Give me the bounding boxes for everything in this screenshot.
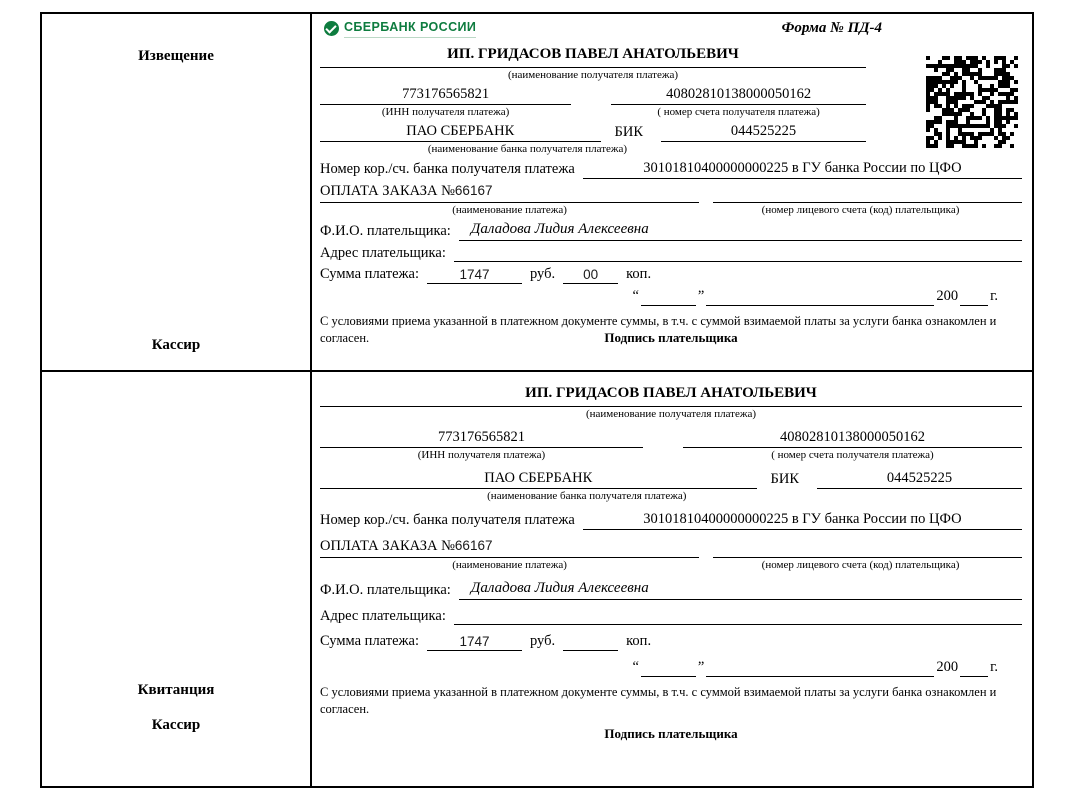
payer-address-row bbox=[320, 244, 1022, 263]
bank-name-2: ПАО СБЕРБАНК bbox=[320, 469, 757, 489]
payer-name-label: Ф.И.О. плательщика: bbox=[320, 222, 451, 239]
year-prefix: 200 bbox=[936, 288, 959, 305]
payer-name-value-2: Даладова Лидия Алексеевна bbox=[459, 579, 1022, 600]
payer-address-line bbox=[454, 261, 1022, 262]
purpose-label: ОПЛАТА ЗАКАЗА № bbox=[320, 182, 455, 199]
corr-row bbox=[320, 159, 1022, 179]
date-year-line bbox=[960, 305, 988, 306]
form-number-label: Форма № ПД-4 bbox=[781, 20, 882, 36]
personal-account-caption-2: (номер лицевого счета (код) плательщика) bbox=[761, 558, 960, 571]
receipt-stub bbox=[42, 372, 312, 786]
payment-purpose bbox=[320, 182, 699, 203]
quote-open: “ bbox=[632, 288, 639, 305]
date-row bbox=[320, 287, 1022, 306]
payer-address-label: Адрес плательщика: bbox=[320, 244, 446, 261]
terms-text-2: С условиями приема указанной в платежном документе суммы, в т.ч. с суммой взимаемой платы за услуги банка ознакомлен и согласен. bbox=[320, 685, 997, 716]
quote-close: ” bbox=[697, 288, 705, 305]
inn-account-captions-2 bbox=[320, 448, 1022, 462]
inn-caption: (ИНН получателя платежа) bbox=[381, 105, 510, 118]
sum-kop-value-2 bbox=[563, 650, 618, 651]
account-caption-2: ( номер счета получателя платежа) bbox=[771, 448, 934, 461]
inn-account-captions bbox=[320, 105, 866, 119]
year-prefix-2: 200 bbox=[936, 659, 959, 676]
date-row-2 bbox=[320, 658, 1022, 677]
corr-label-2: Номер кор./сч. банка получателя платежа bbox=[320, 512, 575, 529]
payee-name-2: ИП. ГРИДАСОВ ПАВЕЛ АНАТОЛЬЕВИЧ bbox=[320, 384, 1022, 407]
bank-name: ПАО СБЕРБАНК bbox=[320, 122, 601, 142]
payee-name: ИП. ГРИДАСОВ ПАВЕЛ АНАТОЛЬЕВИЧ bbox=[320, 45, 866, 68]
date-year-line-2 bbox=[960, 676, 988, 677]
notice-section bbox=[312, 14, 1032, 372]
payer-address-label-2: Адрес плательщика: bbox=[320, 607, 446, 624]
inn-account-row bbox=[320, 85, 866, 105]
inn-value-2: 773176565821 bbox=[320, 428, 643, 448]
purpose-row-2 bbox=[320, 537, 1022, 558]
cashier-label-bottom: Кассир bbox=[151, 717, 201, 733]
account-value: 40802810138000050162 bbox=[611, 85, 866, 105]
sberbank-logo bbox=[324, 19, 476, 38]
bik-label-2: БИК bbox=[770, 470, 799, 487]
payment-purpose-2 bbox=[320, 537, 699, 558]
payer-name-row-2 bbox=[320, 579, 1022, 600]
corr-label: Номер кор./сч. банка получателя платежа bbox=[320, 161, 575, 178]
sberbank-emblem-icon bbox=[324, 21, 339, 36]
purpose-value: 66167 bbox=[454, 182, 493, 198]
corr-row-2 bbox=[320, 510, 1022, 530]
payer-address-line-2 bbox=[454, 624, 1022, 625]
bik-value: 044525225 bbox=[661, 122, 866, 142]
receipt-section bbox=[312, 372, 1032, 786]
payee-caption-2: (наименование получателя платежа) bbox=[585, 407, 757, 420]
bank-caption-2: (наименование банка получателя платежа) bbox=[487, 489, 687, 502]
kop-label: коп. bbox=[626, 266, 652, 283]
receipt-label: Квитанция bbox=[137, 682, 215, 698]
bik-value-2: 044525225 bbox=[817, 469, 1022, 489]
payee-block-2 bbox=[320, 384, 1022, 503]
payee-caption: (наименование получателя платежа) bbox=[507, 68, 679, 81]
date-day-line bbox=[641, 305, 696, 306]
corr-value: 30101810400000000225 в ГУ банка России по ЦФО bbox=[583, 159, 1022, 179]
terms-text: С условиями приема указанной в платежном документе суммы, в т.ч. с суммой взимаемой платы за услуги банка ознакомлен и согласен. bbox=[320, 314, 997, 345]
payer-name-row bbox=[320, 220, 1022, 241]
bank-row-2 bbox=[320, 469, 1022, 489]
cashier-label-top: Кассир bbox=[151, 337, 201, 353]
purpose-caption: (наименование платежа) bbox=[452, 203, 567, 216]
sum-row-2 bbox=[320, 632, 1022, 651]
date-month-line bbox=[706, 305, 934, 306]
kop-label-2: коп. bbox=[626, 633, 652, 650]
bik-label: БИК bbox=[614, 123, 643, 140]
purpose-caption-2: (наименование платежа) bbox=[452, 558, 567, 571]
payer-name-value: Даладова Лидия Алексеевна bbox=[459, 220, 1022, 241]
purpose-row bbox=[320, 182, 1022, 203]
purpose-captions bbox=[320, 203, 1022, 217]
sum-rub-value: 1747 bbox=[427, 266, 522, 285]
sum-rub-value-2: 1747 bbox=[427, 633, 522, 652]
account-caption: ( номер счета получателя платежа) bbox=[657, 105, 820, 118]
quote-open-2: “ bbox=[632, 659, 639, 676]
pd4-document bbox=[40, 12, 1034, 788]
bank-caption: (наименование банка получателя платежа) bbox=[427, 142, 628, 155]
date-month-line-2 bbox=[706, 676, 934, 677]
sum-label: Сумма платежа: bbox=[320, 266, 419, 283]
year-suffix-2: г. bbox=[990, 659, 998, 676]
sberbank-logo-text: СБЕРБАНК РОССИИ bbox=[344, 19, 476, 38]
year-suffix: г. bbox=[990, 288, 998, 305]
form-header bbox=[320, 19, 1022, 45]
purpose-captions-2 bbox=[320, 558, 1022, 572]
payer-name-label-2: Ф.И.О. плательщика: bbox=[320, 581, 451, 598]
inn-caption-2: (ИНН получателя платежа) bbox=[417, 448, 546, 461]
notice-label: Извещение bbox=[138, 48, 214, 64]
bank-row bbox=[320, 122, 866, 142]
sum-kop-value: 00 bbox=[563, 266, 618, 285]
sum-row bbox=[320, 265, 1022, 284]
corr-value-2: 30101810400000000225 в ГУ банка России по ЦФО bbox=[583, 510, 1022, 530]
rub-label: руб. bbox=[530, 266, 556, 283]
inn-account-row-2 bbox=[320, 428, 1022, 448]
notice-stub bbox=[42, 14, 312, 372]
purpose-value-2: 66167 bbox=[454, 537, 493, 553]
inn-value: 773176565821 bbox=[320, 85, 571, 105]
purpose-label-2: ОПЛАТА ЗАКАЗА № bbox=[320, 537, 455, 554]
rub-label-2: руб. bbox=[530, 633, 556, 650]
personal-account-caption: (номер лицевого счета (код) плательщика) bbox=[761, 203, 960, 216]
payee-block bbox=[320, 45, 866, 156]
payer-address-row-2 bbox=[320, 607, 1022, 626]
account-value-2: 40802810138000050162 bbox=[683, 428, 1022, 448]
signature-label-2: Подпись плательщика bbox=[604, 725, 738, 741]
date-day-line-2 bbox=[641, 676, 696, 677]
signature-label: Подпись плательщика bbox=[604, 329, 738, 345]
sum-label-2: Сумма платежа: bbox=[320, 633, 419, 650]
quote-close-2: ” bbox=[697, 659, 705, 676]
qr-code bbox=[926, 56, 1018, 148]
